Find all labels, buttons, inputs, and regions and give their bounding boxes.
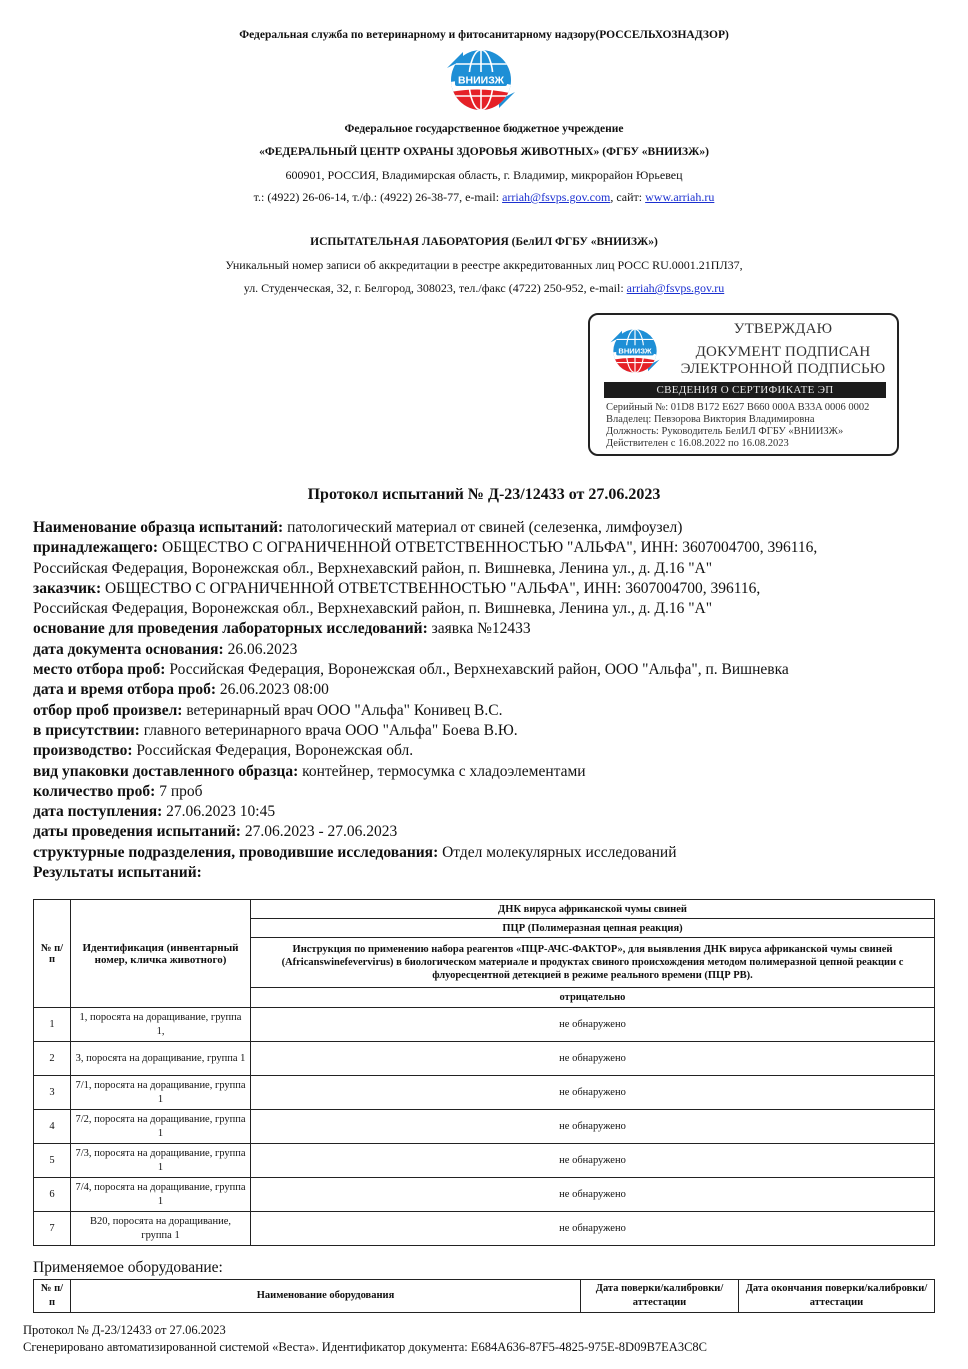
info-row-production — [33, 741, 953, 761]
info-value: 26.06.2023 — [223, 640, 298, 658]
row-identification: 7/2, поросята на доращивание, группа 1 — [71, 1110, 251, 1144]
info-value: 27.06.2023 10:45 — [162, 803, 276, 821]
info-row-receipt-date — [33, 802, 953, 822]
info-label: заказчик: — [33, 579, 102, 597]
lab-address-text: ул. Студенческая, 32, г. Белгород, 308023, тел./факс (4722) 250-952, e-mail: — [243, 281, 627, 295]
email-link[interactable]: arriah@fsvps.gov.com — [502, 190, 611, 204]
equipment-table — [33, 1279, 935, 1313]
info-label: вид упаковки доставленного образца: — [33, 762, 299, 780]
row-number: 6 — [34, 1178, 71, 1212]
row-identification: 7/3, поросята на доращивание, группа 1 — [71, 1144, 251, 1178]
equipment-column-end-date: Дата окончания поверки/калибровки/аттестации — [739, 1280, 935, 1313]
info-value: 7 проб — [155, 782, 203, 800]
footer-protocol: Протокол № Д-23/12433 от 27.06.2023 — [23, 1323, 226, 1337]
equipment-header-row — [34, 1280, 935, 1313]
info-row-sampling-place — [33, 660, 953, 680]
institution-type: Федеральное государственное бюджетное учреждение — [344, 123, 624, 135]
row-result: не обнаружено — [251, 1212, 935, 1246]
info-value: контейнер, термосумка с хладоэлементами — [298, 762, 586, 780]
contacts-text: т.: (4922) 26-06-14, т./ф.: (4922) 26-38-77, e-mail: — [253, 190, 503, 204]
info-label: в присутствии: — [33, 721, 140, 739]
table-row — [34, 1110, 935, 1144]
info-row-sample-count — [33, 782, 953, 802]
info-label: количество проб: — [33, 782, 156, 800]
info-label: дата и время отбора проб: — [33, 681, 217, 699]
lab-email-link[interactable]: arriah@fsvps.gov.ru — [626, 281, 725, 295]
row-identification: В20, поросята на доращивание, группа 1 — [71, 1212, 251, 1246]
electronic-signature-stamp — [588, 313, 899, 456]
info-value: 26.06.2023 08:00 — [216, 681, 329, 699]
results-heading — [33, 863, 953, 883]
lab-name: ИСПЫТАТЕЛЬНАЯ ЛАБОРАТОРИЯ (БелИЛ ФГБУ «ВНИИЗЖ») — [310, 236, 658, 248]
results-header-row — [34, 900, 935, 919]
info-value: Российская Федерация, Воронежская обл., Верхнехавский район, п. Вишневка, Ленина ул., д. Д.16 "А" — [33, 559, 713, 577]
table-row — [34, 1144, 935, 1178]
method-header: ПЦР (Полимеразная цепная реакция) — [251, 919, 935, 938]
table-row — [34, 1212, 935, 1246]
row-result: не обнаружено — [251, 1178, 935, 1212]
row-number: 5 — [34, 1144, 71, 1178]
info-label: дата документа основания: — [33, 640, 224, 658]
info-row-packaging — [33, 762, 953, 782]
equipment-column-name: Наименование оборудования — [71, 1280, 581, 1313]
agency-name: Федеральная служба по ветеринарному и фитосанитарному надзору(РОССЕЛЬХОЗНАДЗОР) — [239, 29, 729, 41]
row-number: 2 — [34, 1042, 71, 1076]
row-identification: 7/1, поросята на доращивание, группа 1 — [71, 1076, 251, 1110]
table-row — [34, 1042, 935, 1076]
info-value: 27.06.2023 - 27.06.2023 — [240, 823, 398, 841]
info-value: ОБЩЕСТВО С ОГРАНИЧЕННОЙ ОТВЕТСТВЕННОСТЬЮ "АЛЬФА", ИНН: 3607004700, 396116, — [101, 579, 761, 597]
equipment-column-number: № п/п — [34, 1280, 71, 1313]
info-label: производство: — [33, 742, 133, 760]
info-label: основание для проведения лабораторных исследований: — [33, 620, 428, 638]
row-number: 7 — [34, 1212, 71, 1246]
info-row-basis-date — [33, 640, 953, 660]
info-row-customer-address — [33, 599, 953, 619]
table-row — [34, 1008, 935, 1042]
info-label: дата поступления: — [33, 803, 163, 821]
info-label: Наименование образца испытаний: — [33, 519, 284, 536]
info-row-basis — [33, 619, 953, 639]
institution-contacts — [0, 190, 968, 205]
info-row-sampling-datetime — [33, 680, 953, 700]
info-label: структурные подразделения, проводившие исследования: — [33, 843, 439, 861]
info-value: ветеринарный врач ООО "Альфа" Конивец В.С. — [182, 701, 503, 719]
table-row — [34, 1178, 935, 1212]
lab-accreditation: Уникальный номер записи об аккредитации в реестре аккредитованных лиц РОСС RU.0001.21ПЛ37, — [225, 258, 743, 272]
row-identification: 1, поросята на доращивание, группа 1, — [71, 1008, 251, 1042]
info-value: Отдел молекулярных исследований — [438, 843, 677, 861]
info-row-sample-name — [33, 518, 953, 538]
column-header-number: № п/п — [34, 900, 71, 1008]
globe-logo-icon — [441, 44, 521, 116]
row-identification: 7/4, поросята на доращивание, группа 1 — [71, 1178, 251, 1212]
logo-text: ВНИИЗЖ — [457, 74, 505, 87]
globe-logo-icon — [606, 325, 664, 377]
sample-info — [33, 518, 953, 883]
info-value: Российская Федерация, Воронежская обл. — [132, 742, 414, 760]
info-label: Результаты испытаний: — [33, 864, 202, 882]
row-number: 1 — [34, 1008, 71, 1042]
stamp-logo-text: ВНИИЗЖ — [618, 346, 652, 356]
info-label: отбор проб произвел: — [33, 701, 183, 719]
row-result: не обнаружено — [251, 1076, 935, 1110]
row-number: 4 — [34, 1110, 71, 1144]
info-value: ОБЩЕСТВО С ОГРАНИЧЕННОЙ ОТВЕТСТВЕННОСТЬЮ "АЛЬФА", ИНН: 3607004700, 396116, — [158, 539, 818, 557]
footer-generated: Сгенерировано автоматизированной системой «Веста». Идентификатор документа: E684A636-87F5-4825-975E-8D09B7EA3C8C — [23, 1340, 708, 1354]
info-value: главного ветеринарного врача ООО "Альфа" Боева В.Ю. — [139, 721, 518, 739]
row-result: не обнаружено — [251, 1008, 935, 1042]
site-link[interactable]: www.arriah.ru — [645, 190, 715, 204]
column-header-identification: Идентификация (инвентарный номер, кличка животного) — [71, 900, 251, 1008]
institution-name: «ФЕДЕРАЛЬНЫЙ ЦЕНТР ОХРАНЫ ЗДОРОВЬЯ ЖИВОТНЫХ» (ФГБУ «ВНИИЗЖ») — [259, 146, 709, 158]
stamp-owner: Владелец: Певзорова Виктория Владимировна — [606, 414, 815, 425]
row-result: не обнаружено — [251, 1144, 935, 1178]
stamp-logo — [606, 325, 664, 377]
stamp-position: Должность: Руководитель БелИЛ ФГБУ «ВНИИЗЖ» — [606, 426, 844, 437]
info-row-sampled-by — [33, 701, 953, 721]
info-value: патологический материал от свиней (селезенка, лимфоузел) — [283, 519, 683, 536]
equipment-column-date: Дата поверки/калибровки/аттестации — [581, 1280, 739, 1313]
info-row-customer — [33, 579, 953, 599]
info-row-test-dates — [33, 822, 953, 842]
row-result: не обнаружено — [251, 1110, 935, 1144]
stamp-signed: ДОКУМЕНТ ПОДПИСАН — [695, 344, 871, 360]
stamp-cert-header: СВЕДЕНИЯ О СЕРТИФИКАТЕ ЭП — [604, 382, 886, 398]
test-name-header: ДНК вируса африканской чумы свиней — [251, 900, 935, 919]
site-label: , сайт: — [610, 190, 646, 204]
info-value: Российская Федерация, Воронежская обл., Верхнехавский район, п. Вишневка, Ленина ул., д. Д.16 "А" — [33, 600, 713, 618]
stamp-e-signature: ЭЛЕКТРОННОЙ ПОДПИСЬЮ — [680, 361, 886, 377]
norm-header: отрицательно — [251, 988, 935, 1008]
vniizh-logo — [441, 44, 521, 116]
info-row-presence — [33, 721, 953, 741]
info-value: Российская Федерация, Воронежская обл., Верхнехавский район, ООО "Альфа", п. Вишневка — [165, 661, 789, 679]
stamp-approve: УТВЕРЖДАЮ — [733, 321, 833, 337]
institution-address: 600901, РОССИЯ, Владимирская область, г. Владимир, микрорайон Юрьевец — [285, 168, 683, 182]
info-label: принадлежащего: — [33, 539, 159, 557]
info-value: заявка №12433 — [427, 620, 531, 638]
table-row — [34, 1076, 935, 1110]
lab-address — [0, 281, 968, 296]
row-number: 3 — [34, 1076, 71, 1110]
info-row-owner-address — [33, 559, 953, 579]
info-row-department — [33, 843, 953, 863]
row-result: не обнаружено — [251, 1042, 935, 1076]
stamp-serial: Серийный №: 01D8 B172 E627 B660 000A B33A 0006 0002 — [606, 402, 870, 413]
results-table — [33, 899, 935, 1246]
equipment-heading: Применяемое оборудование: — [33, 1259, 223, 1276]
document-title: Протокол испытаний № Д-23/12433 от 27.06.2023 — [307, 486, 661, 503]
info-label: даты проведения испытаний: — [33, 823, 241, 841]
info-label: место отбора проб: — [33, 661, 166, 679]
stamp-validity: Действителен с 16.08.2022 по 16.08.2023 — [606, 438, 789, 449]
row-identification: 3, поросята на доращивание, группа 1 — [71, 1042, 251, 1076]
instruction-header: Инструкция по применению набора реагентов «ПЦР-АЧС-ФАКТОР», для выявления ДНК вируса африканской чумы свиней (Africanswinefevervirus) в биологическом материале и продуктах свиного происхождения методом полимеразной цепной реакции с флуоресцентной детекцией в режиме реального времени (ПЦР РВ). — [251, 938, 935, 988]
info-row-owner — [33, 538, 953, 558]
